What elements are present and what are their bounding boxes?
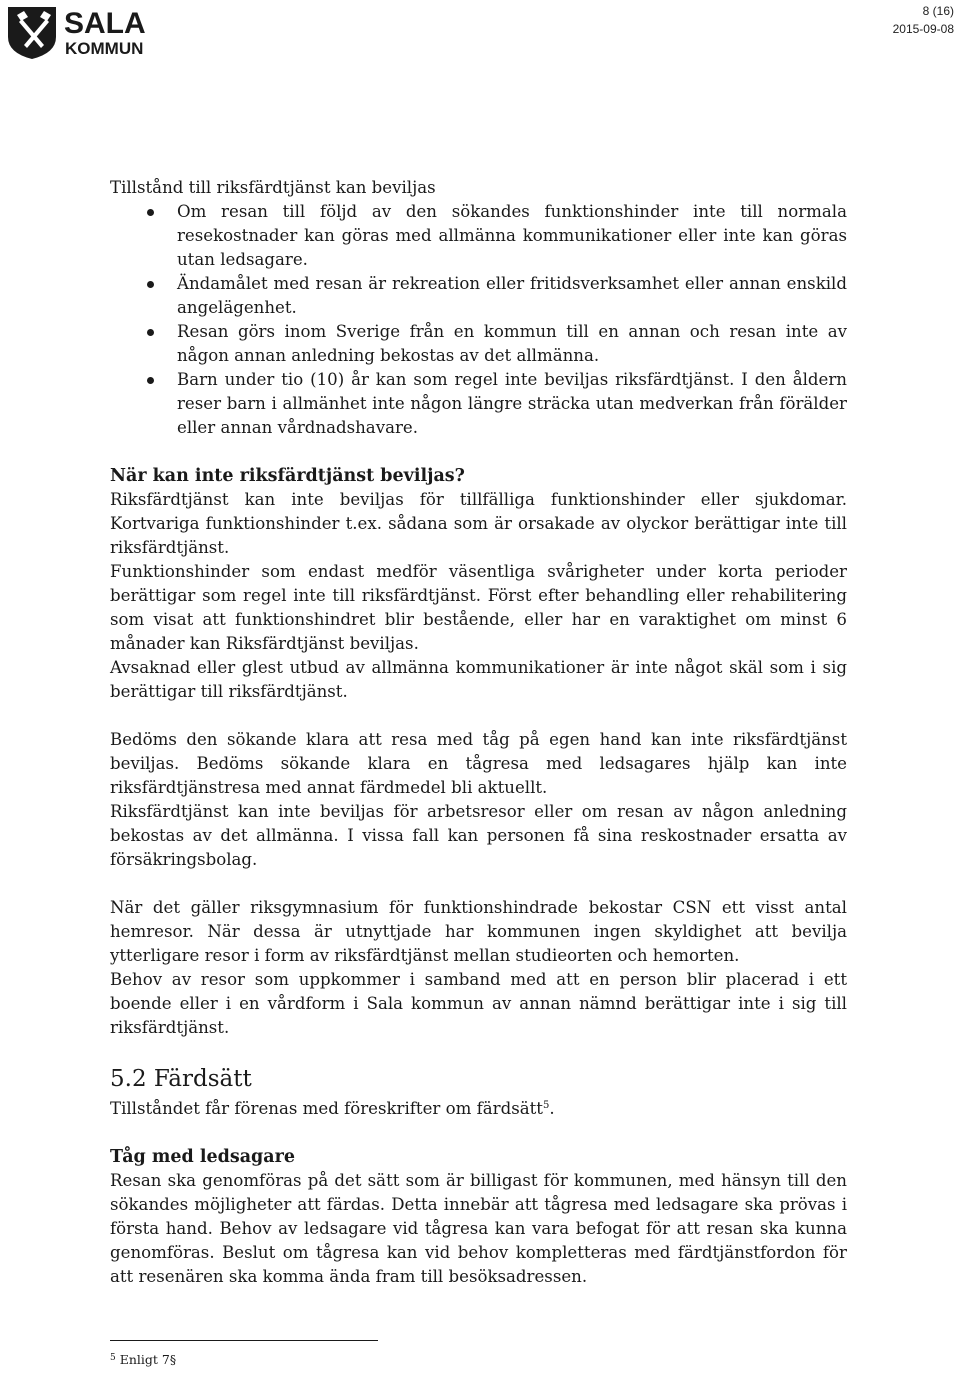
sala-kommun-logo bbox=[4, 3, 154, 59]
paragraph: Riksfärdtjänst kan inte beviljas för tillfälliga funktionshinder eller sjukdomar. Kortvariga funktionshinder t.ex. sådana som är orsakade av olyckor berättigar inte till riksfärdtjänst. bbox=[110, 490, 847, 557]
document-body bbox=[110, 176, 847, 1289]
section-heading-fardsatt: 5.2 Färdsätt bbox=[110, 1066, 252, 1092]
paragraph: Behov av resor som uppkommer i samband med att en person blir placerad i ett boende eller i en vårdform i Sala kommun av annan nämnd berättigar inte i sig till riksfärdtjänst. bbox=[110, 970, 847, 1037]
paragraph: Resan ska genomföras på det sätt som är billigast för kommunen, med hänsyn till den sökandes möjligheter att färdas. Detta innebär att tågresa med ledsagare ska prövas i första hand. Behov av ledsagare vid tågresa kan vara befogat för att resan ska kunna genomföras. Beslut om tågresa kan vid behov kompletteras med färdtjänstfordon för att resenären ska komma ända fram till besöksadressen. bbox=[110, 1171, 847, 1286]
criteria-list bbox=[110, 200, 847, 440]
footnote-divider bbox=[110, 1340, 378, 1341]
paragraph: Avsaknad eller glest utbud av allmänna kommunikationer är inte något skäl som i sig berättigar till riksfärdtjänst. bbox=[110, 658, 847, 701]
logo-line1: SALA bbox=[64, 7, 146, 40]
document-date: 2015-09-08 bbox=[892, 22, 954, 36]
list-item: Resan görs inom Sverige från en kommun till en annan och resan inte av någon annan anledning bekostas av det allmänna. bbox=[177, 320, 847, 368]
paragraph: Funktionshinder som endast medför väsentliga svårigheter under korta perioder berättigar som regel inte till riksfärdtjänst. Först efter behandling eller rehabilitering som visat att funktionshindret blir bestående, eller har en varaktighet om minst 6 månader kan Riksfärdtjänst beviljas. bbox=[110, 562, 847, 653]
footnote: $^5$ Enligt 7§ bbox=[110, 1352, 177, 1367]
list-item: Ändamålet med resan är rekreation eller fritidsverksamhet eller annan enskild angelägenhet. bbox=[177, 272, 847, 320]
page-number: 8 (16) bbox=[922, 4, 954, 18]
list-item: Om resan till följd av den sökandes funktionshinder inte till normala resekostnader kan göras med allmänna kommunikationer eller inte kan göras utan ledsagare. bbox=[177, 200, 847, 272]
footnote-reference[interactable]: 5 bbox=[542, 1100, 550, 1111]
paragraph: Riksfärdtjänst kan inte beviljas för arbetsresor eller om resan av någon anledning bekostas av det allmänna. I vissa fall kan personen få sina reskostnader ersatta av försäkringsbolag. bbox=[110, 802, 847, 869]
shield-emblem-icon bbox=[8, 7, 56, 59]
section-heading-tag-med-ledsagare: Tåg med ledsagare bbox=[110, 1147, 295, 1167]
paragraph: När det gäller riksgymnasium för funktionshindrade bekostar CSN ett visst antal hemresor. När dessa är utnyttjade har kommunen ingen skyldighet att bevilja ytterligare resor i form av riksfärdtjänst mellan studieorten och hemorten. bbox=[110, 898, 847, 965]
list-item: Barn under tio (10) år kan som regel inte beviljas riksfärdtjänst. I den åldern reser barn i allmänhet inte någon längre sträcka utan medverkan från förälder eller annan vårdnadshavare. bbox=[177, 368, 847, 440]
logo-line2: KOMMUN bbox=[65, 39, 144, 58]
paragraph: Bedöms den sökande klara att resa med tåg på egen hand kan inte riksfärdtjänst beviljas. Bedöms sökande klara en tågresa med ledsagares hjälp kan inte riksfärdtjänstresa med annat färdmedel bli aktuellt. bbox=[110, 730, 847, 797]
section-heading-not-granted: När kan inte riksfärdtjänst beviljas? bbox=[110, 466, 465, 486]
paragraph: Tillståndet får förenas med föreskrifter om färdsätt$^5$. bbox=[110, 1099, 555, 1118]
intro-text: Tillstånd till riksfärdtjänst kan beviljas bbox=[110, 178, 436, 197]
